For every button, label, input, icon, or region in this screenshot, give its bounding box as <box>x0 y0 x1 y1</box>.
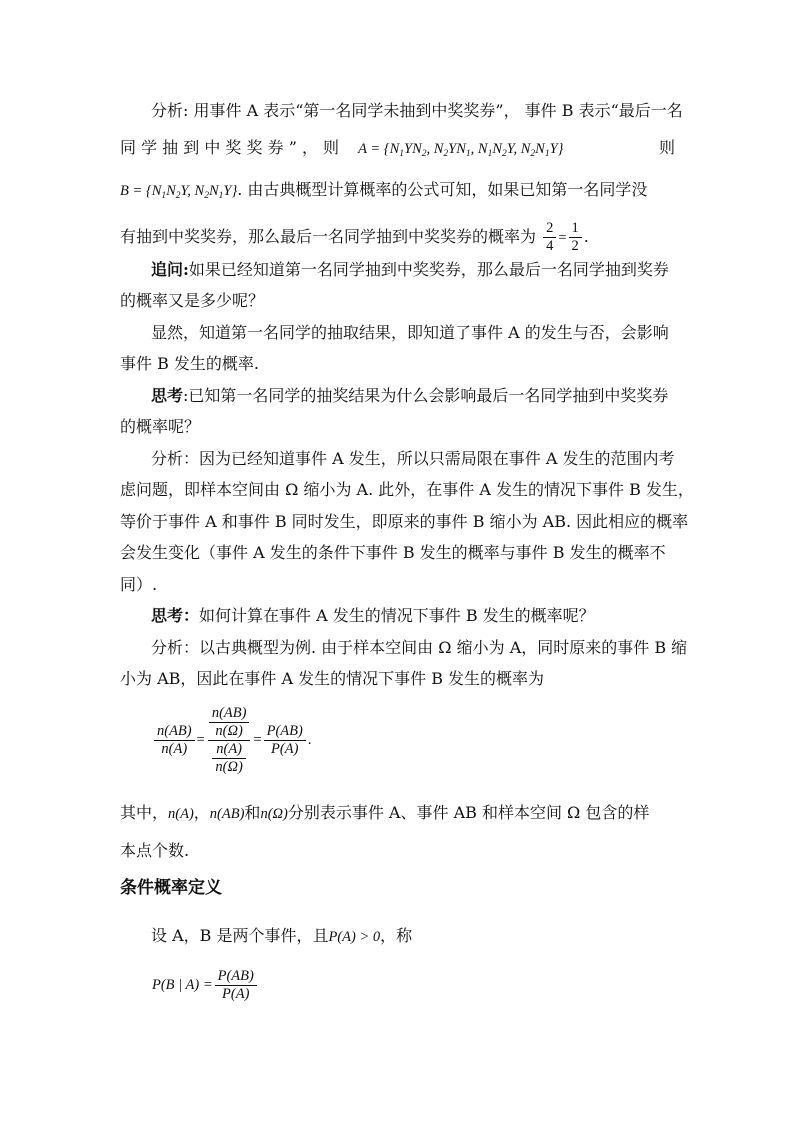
definition-fraction: $\frac{P(AB)}{P(A)}$ <box>215 968 257 1003</box>
p1-line2-end: 则 <box>658 138 675 157</box>
p4-line1: 思考:已知第一名同学的抽奖结果为什么会影响最后一名同学抽到中奖奖券 <box>151 386 669 405</box>
condition-formula: P(A) > 0 <box>328 929 381 945</box>
p1-line2-text: 同 学 抽 到 中 奖 奖 券 ” ， 则 <box>120 138 340 157</box>
compound-fraction <box>208 705 251 776</box>
definition-lhs: P(B | A) = <box>152 976 213 993</box>
p6-line1: 思考：如何计算在事件 A 发生的情况下事件 B 发生的概率呢？ <box>151 606 595 625</box>
p1-line3-text: . 由古典概型计算概率的公式可知，如果已知第一名同学没 <box>237 180 648 199</box>
p4-line2: 的概率呢？ <box>120 417 201 436</box>
fraction-one-half: $\frac{1}{2}$ <box>569 220 582 255</box>
set-b-formula: $B = \{N_1N_2Y$, $N_2N_1Y$} <box>120 183 238 201</box>
set-a-formula: $A = \{N_1YN_2$, $N_2YN_1$, $N_1N_2Y$, $N_2N_1Y$} <box>358 141 564 159</box>
compound-bottom-fraction: $\frac{n(A)}{n(\Omega)}$ <box>212 741 245 776</box>
lhs-fraction: $\frac{n(AB)}{n(A)}$ <box>154 723 195 758</box>
p1-line2 <box>120 137 675 165</box>
p5-line5: 同）. <box>120 575 158 594</box>
p1-line3 <box>120 179 647 207</box>
n-ab-formula: n(AB) <box>209 806 245 822</box>
conditional-probability-definition <box>152 962 259 1008</box>
p5-line1: 分析：因为已经知道事件 A 发生，所以只需局限在事件 A 发生的范围内考 <box>151 449 675 468</box>
think-label-2: 思考： <box>151 606 200 625</box>
p2-line1: 追问:如果已经知道第一名同学抽到中奖奖券，那么最后一名同学抽到奖券 <box>151 260 669 279</box>
section-heading: 条件概率定义 <box>120 878 222 898</box>
fraction-two-fourths: $\frac{2}{4}$ <box>543 220 556 255</box>
p1-line4: 有抽到中奖奖券，那么最后一名同学抽到中奖奖券的概率为 $\frac{2}{4}$ = $\frac{1}{2}$ . <box>120 220 589 254</box>
p9-line1: 设 A，B 是两个事件，且P(A) > 0，称 <box>151 926 413 945</box>
compound-top-fraction: $\frac{n(AB)}{n(\Omega)}$ <box>209 705 250 740</box>
p3-line2: 事件 B 发生的概率. <box>120 354 260 373</box>
n-a-formula: n(A) <box>168 806 194 822</box>
p1-line4-text: 有抽到中奖奖券，那么最后一名同学抽到中奖奖券的概率为 <box>120 227 537 246</box>
p2-line2: 的概率又是多少呢？ <box>120 291 265 310</box>
p8-line2: 本点个数. <box>120 841 190 860</box>
followup-label: 追问: <box>151 260 189 279</box>
p1-line1: 分析: 用事件 A 表示“第一名同学未抽到中奖奖券”， 事件 B 表示“最后一名 <box>151 101 683 120</box>
conditional-probability-derivation: $\frac{n(AB)}{n(A)}$ = $\frac{\frac{n(AB)}{n(\Omega)}}{\frac{n(A)}{n(\Omega)}}$ = $\frac{P(AB)}{P(A)}$ . <box>152 694 311 786</box>
think-label: 思考 <box>151 386 184 405</box>
p7-line2: 小为 AB，因此在事件 A 发生的情况下事件 B 发生的概率为 <box>120 669 545 688</box>
p7-line1: 分析：以古典概型为例. 由于样本空间由 Ω 缩小为 A，同时原来的事件 B 缩 <box>151 638 688 657</box>
p8-line1: 其中，n(A)，n(AB)和n(Ω)分别表示事件 A、事件 AB 和样本空间 Ω 包含的样 <box>120 803 650 822</box>
p3-line1: 显然，知道第一名同学的抽取结果，即知道了事件 A 的发生与否，会影响 <box>151 323 669 342</box>
n-omega-formula: n(Ω) <box>260 806 288 822</box>
p5-line4: 会发生变化（事件 A 发生的条件下事件 B 发生的概率与事件 B 发生的概率不 <box>120 543 666 562</box>
rhs-fraction: $\frac{P(AB)}{P(A)}$ <box>264 723 306 758</box>
p5-line2: 虑问题，即样本空间由 Ω 缩小为 A. 此外，在事件 A 发生的情况下事件 B 发生， <box>120 480 694 499</box>
p5-line3: 等价于事件 A 和事件 B 同时发生，即原来的事件 B 缩小为 AB. 因此相应的概率 <box>120 512 689 531</box>
